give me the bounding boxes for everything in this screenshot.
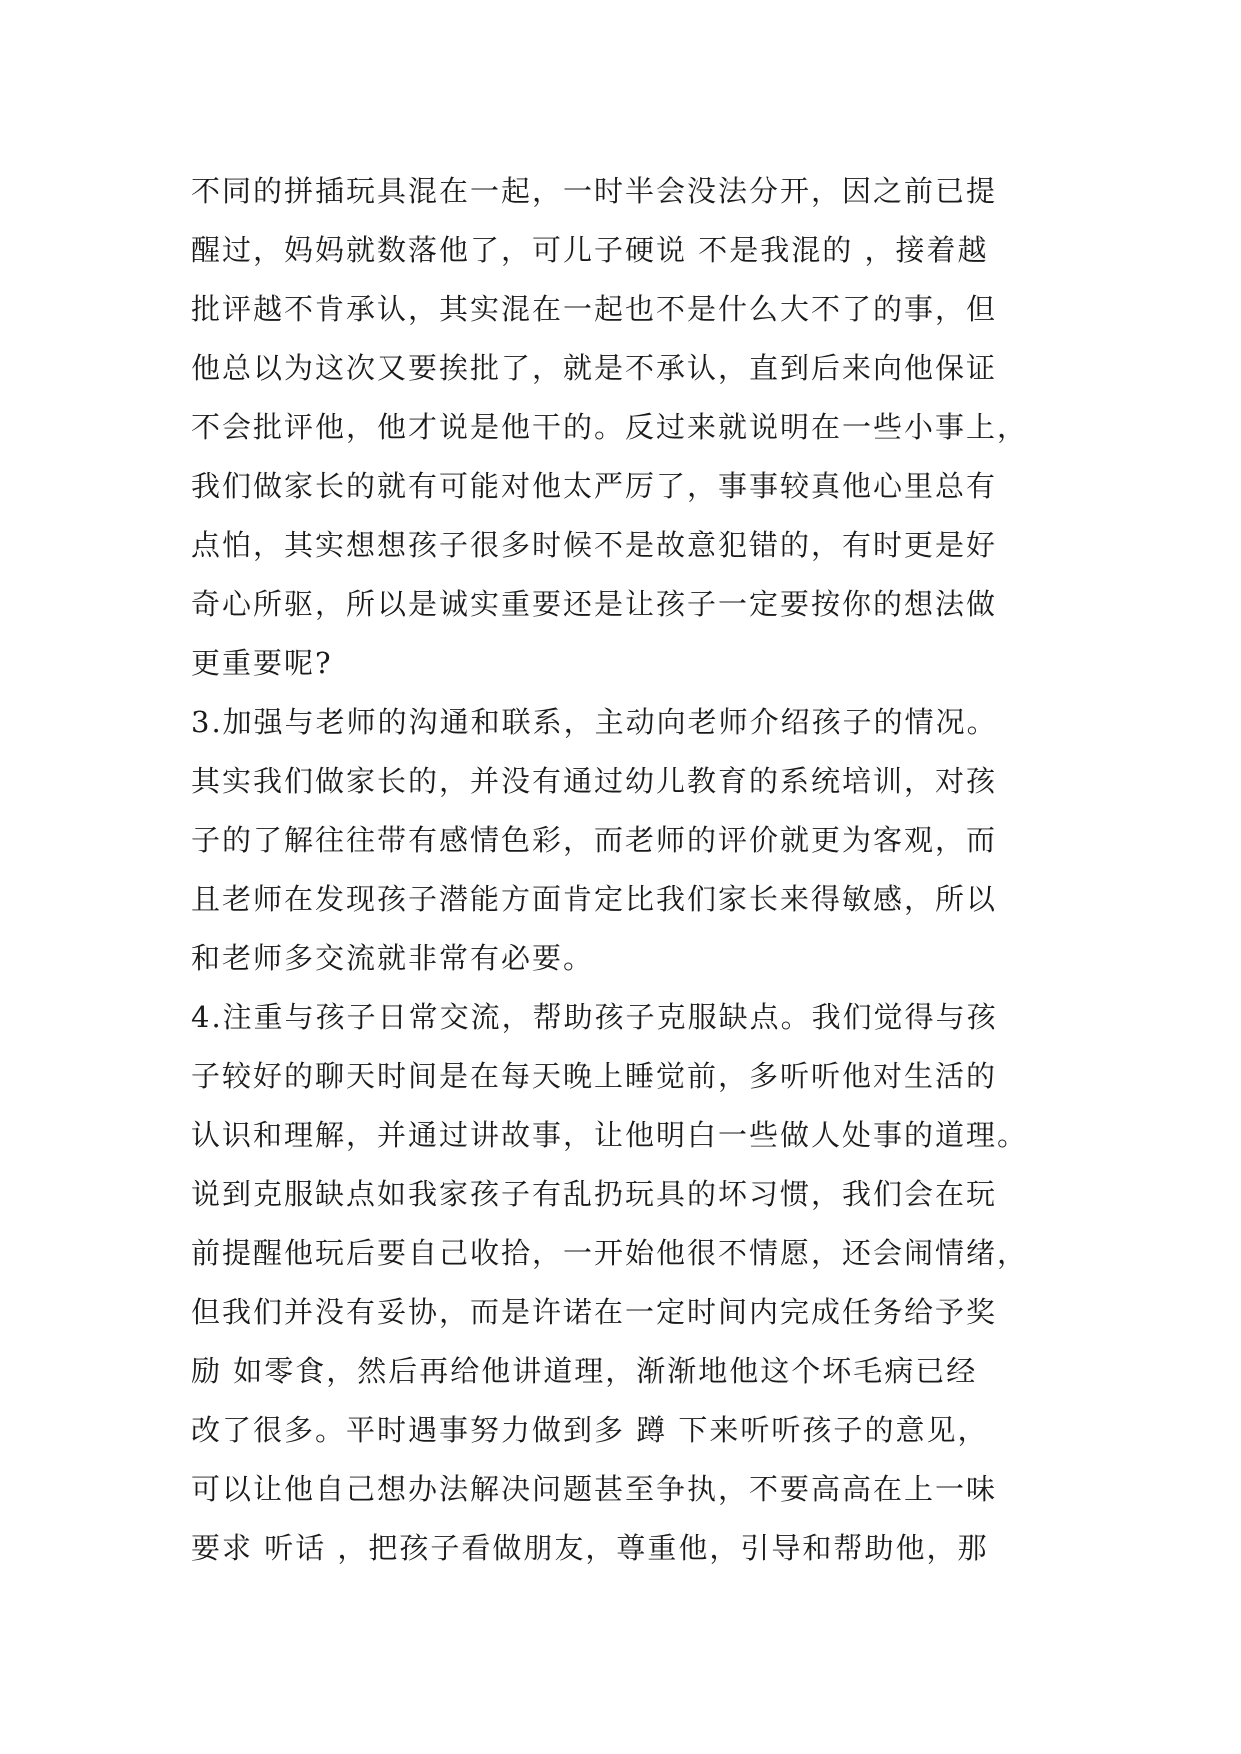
text-line: 可以让他自己想办法解决问题甚至争执，不要高高在上一味 (191, 1472, 998, 1506)
numbered-paragraph-start: 4.注重与孩子日常交流，帮助孩子克服缺点。我们觉得与孩 (191, 1000, 998, 1034)
text-line: 改了很多。平时遇事努力做到多 蹲 下来听听孩子的意见， (191, 1413, 989, 1447)
text-line: 励 如零食，然后再给他讲道理，渐渐地他这个坏毛病已经 (191, 1354, 978, 1388)
text-line: 更重要呢? (191, 646, 333, 680)
text-line: 其实我们做家长的，并没有通过幼儿教育的系统培训，对孩 (191, 764, 998, 798)
text-line: 且老师在发现孩子潜能方面肯定比我们家长来得敏感，所以 (191, 882, 998, 916)
text-line: 子较好的聊天时间是在每天晚上睡觉前，多听听他对生活的 (191, 1059, 998, 1093)
text-line: 点怕，其实想想孩子很多时候不是故意犯错的，有时更是好 (191, 528, 998, 562)
text-line: 醒过，妈妈就数落他了，可儿子硬说 不是我混的 ，接着越 (191, 233, 989, 267)
text-line: 和老师多交流就非常有必要。 (191, 941, 595, 975)
text-line: 子的了解往往带有感情色彩，而老师的评价就更为客观，而 (191, 823, 998, 857)
text-line: 我们做家长的就有可能对他太严厉了，事事较真他心里总有 (191, 469, 998, 503)
text-line: 奇心所驱，所以是诚实重要还是让孩子一定要按你的想法做 (191, 587, 998, 621)
text-line: 认识和理解，并通过讲故事，让他明白一些做人处事的道理。 (191, 1118, 1029, 1152)
text-line: 要求 听话 ，把孩子看做朋友，尊重他，引导和帮助他，那 (191, 1531, 989, 1565)
text-line: 不会批评他，他才说是他干的。反过来就说明在一些小事上， (191, 410, 1029, 444)
text-line: 他总以为这次又要挨批了，就是不承认，直到后来向他保证 (191, 351, 998, 385)
text-line: 批评越不肯承认，其实混在一起也不是什么大不了的事，但 (191, 292, 998, 326)
numbered-paragraph-start: 3.加强与老师的沟通和联系，主动向老师介绍孩子的情况。 (191, 705, 998, 739)
body-text (191, 162, 1071, 1578)
text-line: 说到克服缺点如我家孩子有乱扔玩具的坏习惯，我们会在玩 (191, 1177, 998, 1211)
text-line: 但我们并没有妥协，而是许诺在一定时间内完成任务给予奖 (191, 1295, 998, 1329)
text-line: 不同的拼插玩具混在一起，一时半会没法分开，因之前已提 (191, 174, 998, 208)
text-line: 前提醒他玩后要自己收拾，一开始他很不情愿，还会闹情绪， (191, 1236, 1029, 1270)
